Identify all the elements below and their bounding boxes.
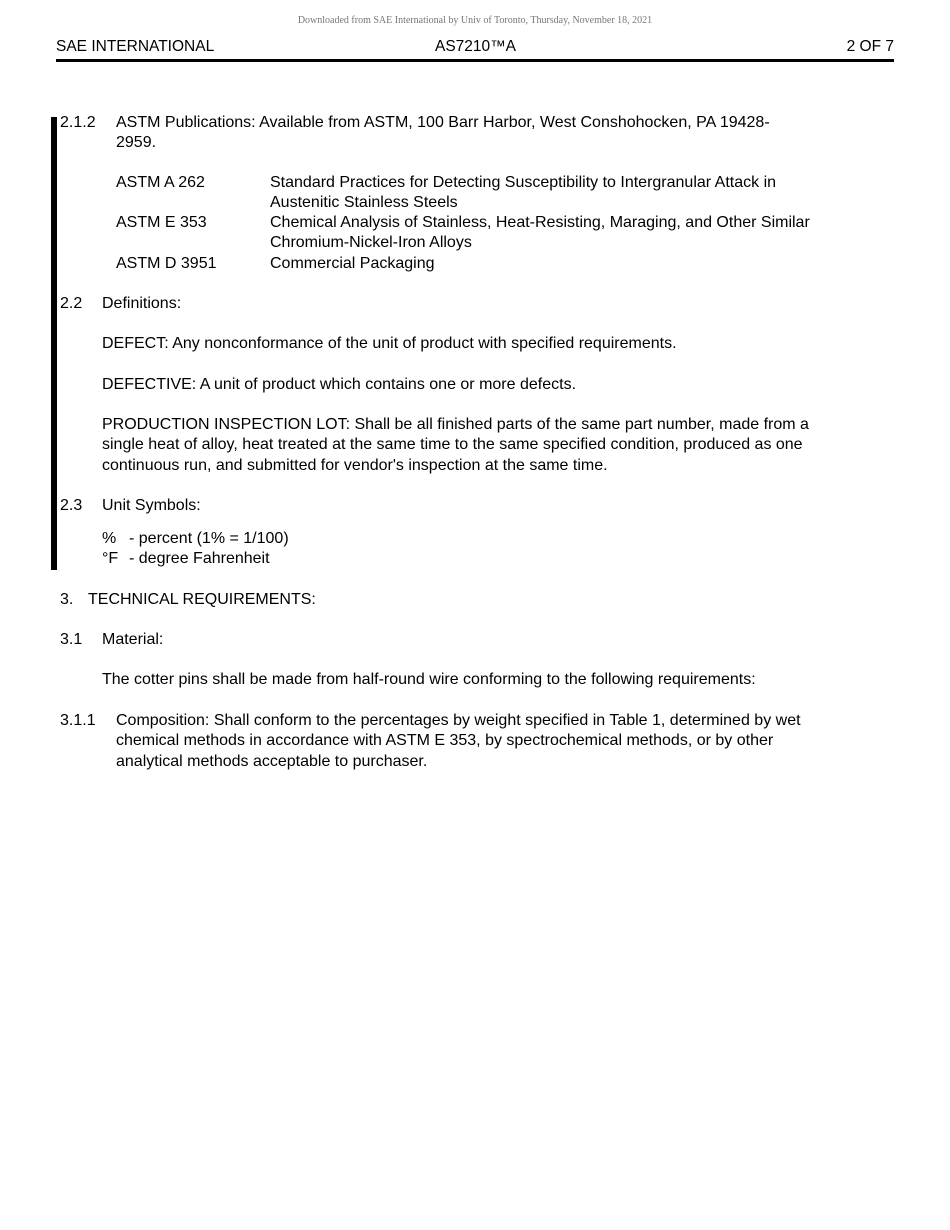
- section-2-3-title: Unit Symbols:: [102, 497, 201, 514]
- download-watermark: Downloaded from SAE International by Univ of Toronto, Thursday, November 18, 2021: [297, 15, 653, 26]
- ref-title-line1: Standard Practices for Detecting Susceptibility to Intergranular Attack in: [270, 174, 777, 191]
- section-2-3-number: 2.3: [60, 497, 83, 514]
- section-3-1-1-line1: Composition: Shall conform to the percentages by weight specified in Table 1, determined by wet: [116, 712, 801, 729]
- definition-defective: DEFECTIVE: A unit of product which contains one or more defects.: [102, 376, 577, 393]
- header-org: SAE INTERNATIONAL: [56, 38, 215, 55]
- section-3-1-1-line3: analytical methods acceptable to purchaser.: [116, 753, 428, 770]
- unit-symbol-desc: - degree Fahrenheit: [129, 550, 270, 567]
- ref-code: ASTM A 262: [116, 174, 205, 191]
- section-3-1-1-line2: chemical methods in accordance with ASTM E 353, by spectrochemical methods, or by other: [116, 732, 774, 749]
- unit-symbol: °F: [102, 550, 119, 567]
- change-bar: [51, 117, 57, 570]
- section-3-1-title: Material:: [102, 631, 164, 648]
- definition-lot-line1: PRODUCTION INSPECTION LOT: Shall be all finished parts of the same part number, made from a: [102, 416, 809, 433]
- header-rule: [56, 59, 894, 62]
- header-doc-id: AS7210™A: [435, 38, 516, 55]
- ref-title-line1: Chemical Analysis of Stainless, Heat-Resisting, Maraging, and Other Similar: [270, 214, 810, 231]
- section-3-1-1-number: 3.1.1: [60, 712, 96, 729]
- ref-code: ASTM E 353: [116, 214, 207, 231]
- section-2-2-title: Definitions:: [102, 295, 182, 312]
- section-2-1-2-number: 2.1.2: [60, 114, 96, 131]
- unit-symbol-desc: - percent (1% = 1/100): [129, 530, 289, 547]
- ref-title-line2: Chromium-Nickel-Iron Alloys: [270, 234, 472, 251]
- section-2-2-number: 2.2: [60, 295, 83, 312]
- unit-symbol: %: [102, 530, 117, 547]
- definition-lot-line2: single heat of alloy, heat treated at the same time to the same specified condition, produced as one: [102, 436, 803, 453]
- ref-title-line2: Austenitic Stainless Steels: [270, 194, 458, 211]
- definition-defect: DEFECT: Any nonconformance of the unit of product with specified requirements.: [102, 335, 677, 352]
- ref-code: ASTM D 3951: [116, 255, 217, 272]
- section-3-number: 3.: [60, 591, 74, 608]
- section-2-1-2-line1: ASTM Publications: Available from ASTM, 100 Barr Harbor, West Conshohocken, PA 19428-: [116, 114, 770, 131]
- definition-lot-line3: continuous run, and submitted for vendor's inspection at the same time.: [102, 457, 608, 474]
- section-2-1-2-line2: 2959.: [116, 134, 157, 151]
- header-page-number: 2 OF 7: [846, 38, 894, 55]
- section-3-1-number: 3.1: [60, 631, 83, 648]
- section-3-title: TECHNICAL REQUIREMENTS:: [88, 591, 316, 608]
- section-3-1-body: The cotter pins shall be made from half-round wire conforming to the following requirements:: [102, 671, 756, 688]
- ref-title-line1: Commercial Packaging: [270, 255, 435, 272]
